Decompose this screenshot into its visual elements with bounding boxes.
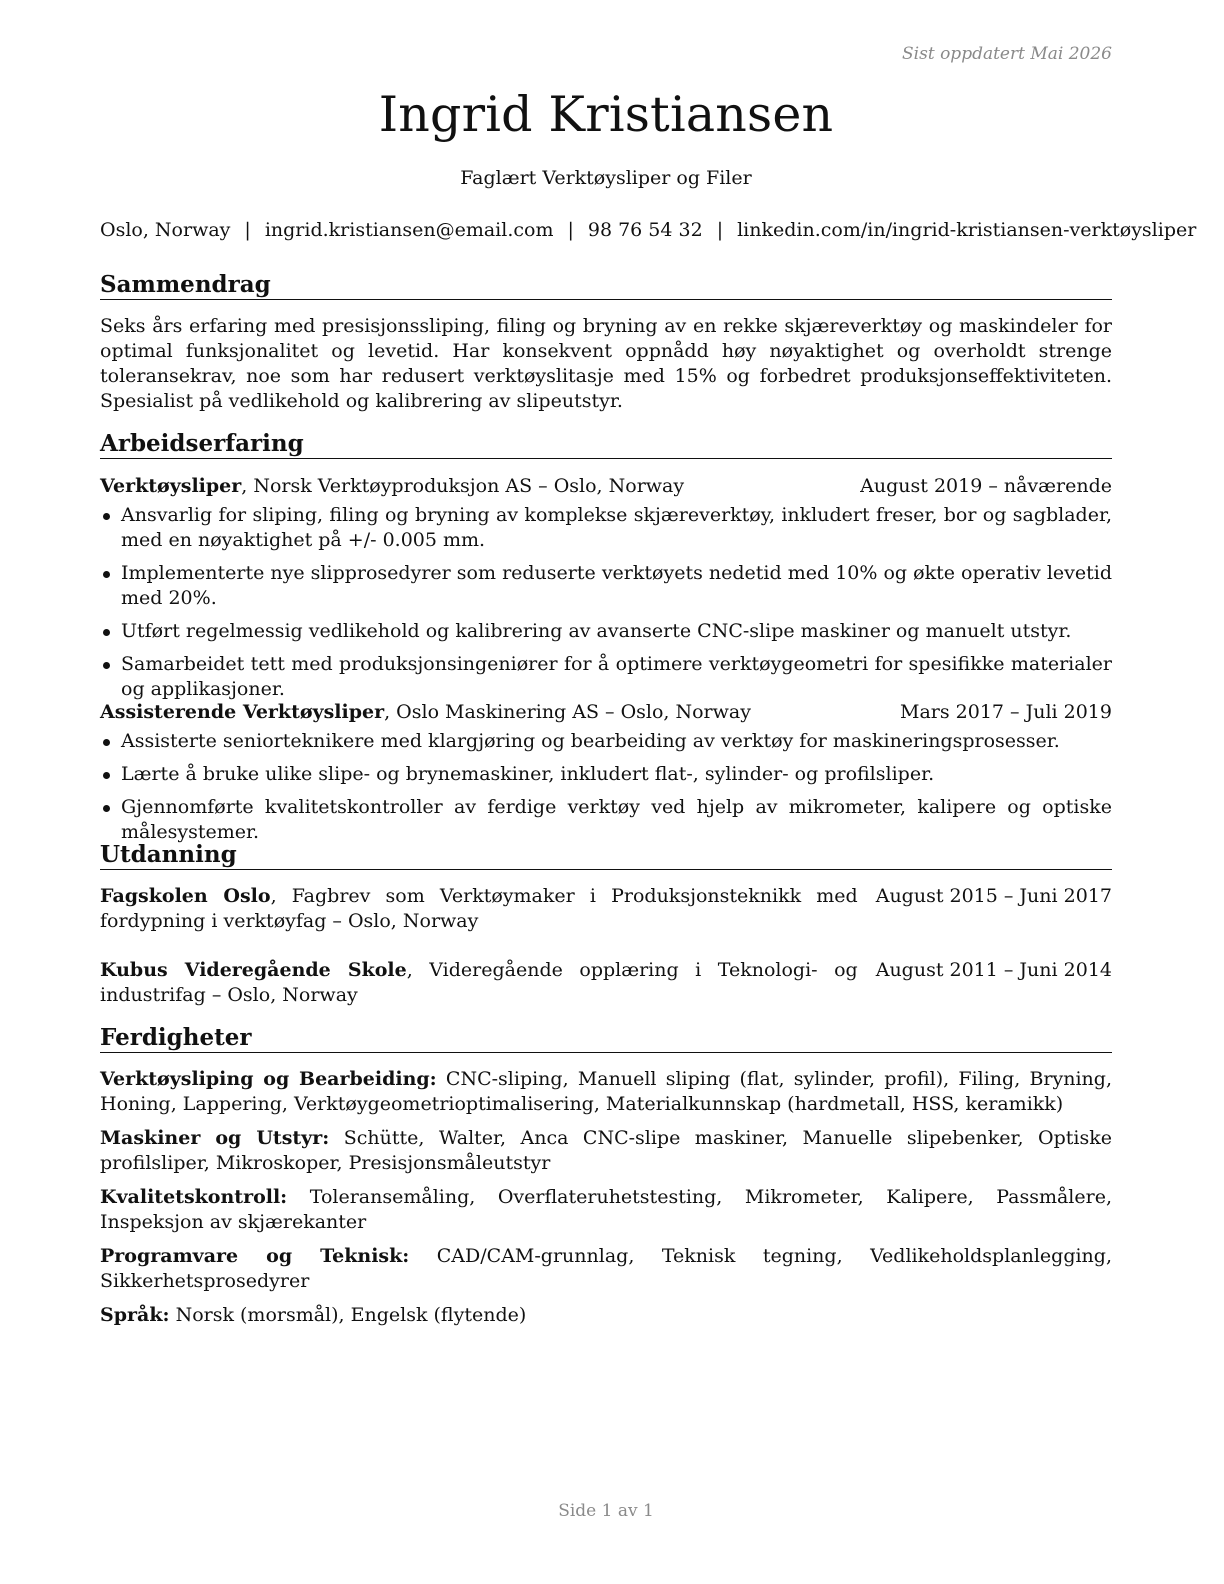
contact-line xyxy=(100,219,1197,241)
candidate-name: Ingrid Kristiansen xyxy=(378,86,834,143)
skill-item xyxy=(100,1067,1112,1117)
skill-value: CNC-sliping, Manuell sliping (flat, sylinder, profil), Filing, Bryning, Honing, Lappering, Verktøygeometrioptimalisering, Materialkunnskap (hardmetall, HSS, keramikk) xyxy=(100,1068,1112,1115)
job-dates: Mars 2017 – Juli 2019 xyxy=(900,701,1112,723)
skill-item xyxy=(100,1126,1112,1176)
job-bullets xyxy=(100,503,1112,702)
contact-phone: 98 76 54 32 xyxy=(587,219,703,241)
bullet-item: Lærte å bruke ulike slipe- og brynemaskiner, inkludert flat-, sylinder- og profilsliper. xyxy=(100,762,1112,787)
school-name: Fagskolen Oslo xyxy=(100,885,271,907)
contact-email[interactable]: ingrid.kristiansen@email.com xyxy=(264,219,554,241)
skills-list xyxy=(100,1067,1112,1337)
skill-value: Norsk (morsmål), Engelsk (flytende) xyxy=(175,1304,527,1326)
separator: | xyxy=(716,219,724,241)
skill-item xyxy=(100,1244,1112,1294)
education-line xyxy=(100,958,858,1008)
section-heading-skills: Ferdigheter xyxy=(100,1024,1112,1053)
job-title-line xyxy=(100,474,842,499)
skill-value: CAD/CAM-grunnlag, Teknisk tegning, Vedlikeholdsplanlegging, Sikkerhetsprosedyrer xyxy=(100,1245,1112,1292)
education-detail: , Videregående opplæring i Teknologi- og industrifag – Oslo, Norway xyxy=(100,959,858,1006)
education-detail: , Fagbrev som Verktøymaker i Produksjonsteknikk med fordypning i verktøyfag – Oslo, Norway xyxy=(100,885,858,932)
education-entry xyxy=(100,958,1112,1008)
candidate-title: Faglært Verktøysliper og Filer xyxy=(460,167,752,189)
skill-label: Kvalitetskontroll: xyxy=(100,1186,288,1208)
section-heading-experience: Arbeidserfaring xyxy=(100,430,1112,459)
skill-label: Språk: xyxy=(100,1304,170,1326)
bullet-item: Gjennomførte kvalitetskontroller av ferdige verktøy ved hjelp av mikrometer, kalipere og optiske målesystemer. xyxy=(100,795,1112,845)
bullet-item: Assisterte seniorteknikere med klargjøring og bearbeiding av verktøy for maskineringsprosesser. xyxy=(100,729,1112,754)
bullet-item: Samarbeidet tett med produksjonsingeniører for å optimere verktøygeometri for spesifikke materialer og applikasjoner. xyxy=(100,652,1112,702)
skill-label: Verktøysliping og Bearbeiding: xyxy=(100,1068,437,1090)
job-org: , Norsk Verktøyproduksjon AS – Oslo, Norway xyxy=(241,475,685,497)
job-entry xyxy=(100,474,1112,710)
skill-item xyxy=(100,1303,1112,1328)
section-heading-summary: Sammendrag xyxy=(100,271,1112,300)
skill-label: Programvare og Teknisk: xyxy=(100,1245,410,1267)
job-role: Assisterende Verktøysliper xyxy=(100,701,385,723)
resume-page xyxy=(100,0,1197,1584)
job-header xyxy=(100,474,1112,499)
job-role: Verktøysliper xyxy=(100,475,242,497)
education-dates: August 2015 – Juni 2017 xyxy=(875,885,1112,907)
separator: | xyxy=(244,219,251,241)
education-line xyxy=(100,884,858,934)
skill-value: Toleransemåling, Overflateruhetstesting, Mikrometer, Kalipere, Passmålere, Inspeksjon av skjærekanter xyxy=(100,1186,1112,1233)
summary-text: Seks års erfaring med presisjonssliping, filing og bryning av en rekke skjæreverktøy og maskindeler for optimal funksjonalitet og levetid. Har konsekvent oppnådd høy nøyaktighet og overholdt strenge toleransekrav, noe som har redusert verktøyslitasje med 15% og forbedret produksjonseffektiviteten. Spesialist på vedlikehold og kalibrering av slipeutstyr. xyxy=(100,315,1112,412)
job-entry xyxy=(100,700,1112,853)
skill-item xyxy=(100,1185,1112,1235)
education-row xyxy=(100,958,1112,1008)
job-org: , Oslo Maskinering AS – Oslo, Norway xyxy=(384,701,751,723)
education-entry xyxy=(100,884,1112,934)
contact-location: Oslo, Norway xyxy=(100,219,231,241)
page-number: Side 1 av 1 xyxy=(558,1501,654,1521)
education-row xyxy=(100,884,1112,934)
education-dates: August 2011 – Juni 2014 xyxy=(875,959,1112,981)
job-bullets xyxy=(100,729,1112,845)
section-heading-education: Utdanning xyxy=(100,841,1112,870)
skill-value: Schütte, Walter, Anca CNC-slipe maskiner, Manuelle slipebenker, Optiske profilsliper, Mikroskoper, Presisjonsmåleutstyr xyxy=(100,1127,1112,1174)
job-title-line xyxy=(100,700,882,725)
skill-label: Maskiner og Utstyr: xyxy=(100,1127,330,1149)
job-header xyxy=(100,700,1112,725)
last-updated: Sist oppdatert Mai 2026 xyxy=(902,44,1112,64)
bullet-item: Ansvarlig for sliping, filing og bryning av komplekse skjæreverktøy, inkludert freser, bor og sagblader, med en nøyaktighet på +/- 0.005 mm. xyxy=(100,503,1112,553)
bullet-item: Utført regelmessig vedlikehold og kalibrering av avanserte CNC-slipe maskiner og manuelt utstyr. xyxy=(100,619,1112,644)
separator: | xyxy=(567,219,574,241)
contact-linkedin[interactable]: linkedin.com/in/ingrid-kristiansen-verktøysliper xyxy=(737,219,1197,241)
school-name: Kubus Videregående Skole xyxy=(100,959,407,981)
job-dates: August 2019 – nåværende xyxy=(860,475,1112,497)
bullet-item: Implementerte nye slipprosedyrer som reduserte verktøyets nedetid med 10% og økte operativ levetid med 20%. xyxy=(100,561,1112,611)
